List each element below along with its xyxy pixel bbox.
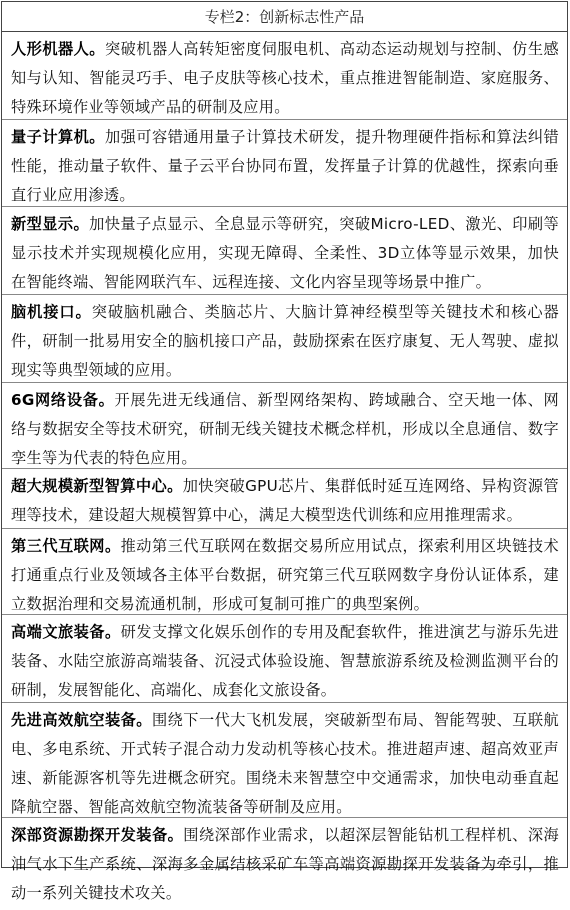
item-text: 突破脑机融合、类脑芯片、大脑计算神经模型等关键技术和核心器件，研制一批易用安全的脑机接口产品，鼓励探索在医疗康复、无人驾驶、虚拟现实等典型领域的应用。 [11, 303, 560, 379]
item-new-display [2, 207, 567, 295]
item-title: 超大规模新型智算中心。 [11, 477, 183, 495]
item-title: 新型显示。 [11, 215, 90, 233]
item-text: 围绕下一代大飞机发展，突破新型布局、智能驾驶、互联航电、多电系统、开式转子混合动力发动机等核心技术。推进超声速、超高效亚声速、新能源客机等先进概念研究。围绕未来智慧空中交通需求，加快电动垂直起降航空器、智能高效航空物流装备等研制及应用。 [11, 711, 559, 816]
item-text: 突破机器人高转矩密度伺服电机、高动态运动规划与控制、仿生感知与认知、智能灵巧手、电子皮肤等核心技术，重点推进智能制造、家庭服务、特殊环境作业等领域产品的研制及应用。 [11, 40, 559, 116]
item-6g-network [2, 383, 567, 469]
item-text: 推动第三代互联网在数据交易所应用试点，探索利用区块链技术打通重点行业及领域各主体平台数据，研究第三代互联网数字身份认证体系，建立数据治理和交易流通机制，形成可复制可推广的典型案例。 [11, 537, 559, 613]
item-text: 加强可容错通用量子计算技术研发，提升物理硬件指标和算法纠错性能，推动量子软件、量子云平台协同布置，发挥量子计算的优越性，探索向垂直行业应用渗透。 [11, 128, 559, 204]
column-header: 专栏2：创新标志性产品 [2, 2, 567, 32]
item-humanoid-robot [2, 32, 567, 120]
item-aviation-equipment [2, 703, 567, 818]
item-intelligent-computing-center [2, 469, 567, 529]
item-text: 围绕深部作业需求，以超深层智能钻机工程样机、深海油气水下生产系统、深海多金属结核采矿车等高端资源勘探开发装备为牵引，推动一系列关键技术攻关。 [11, 826, 559, 902]
item-title: 深部资源勘探开发装备。 [11, 826, 184, 844]
item-brain-computer-interface [2, 295, 567, 383]
item-text: 加快量子点显示、全息显示等研究，突破Micro-LED、激光、印刷等显示技术并实现规模化应用，实现无障碍、全柔性、3D立体等显示效果，加快在智能终端、智能网联汽车、远程连接、文化内容呈现等场景中推广。 [11, 215, 560, 291]
item-cultural-tourism-equipment [2, 615, 567, 703]
product-column-box [1, 1, 568, 902]
item-title: 人形机器人。 [11, 40, 105, 58]
item-deep-resource-equipment [2, 818, 567, 910]
item-title: 脑机接口。 [11, 303, 92, 321]
item-title: 量子计算机。 [11, 128, 105, 146]
item-third-gen-internet [2, 529, 567, 615]
item-title: 6G网络设备。 [11, 391, 115, 409]
item-title: 高端文旅装备。 [11, 623, 121, 641]
item-title: 第三代互联网。 [11, 537, 121, 555]
item-text: 开展先进无线通信、新型网络架构、跨域融合、空天地一体、网络与数据安全等技术研究，研制无线关键技术概念样机，形成以全息通信、数字孪生等为代表的特色应用。 [11, 391, 559, 467]
item-text: 加快突破GPU芯片、集群低时延互连网络、异构资源管理等技术，建设超大规模智算中心，满足大模型迭代训练和应用推理需求。 [11, 477, 559, 524]
item-text: 研发支撑文化娱乐创作的专用及配套软件，推进演艺与游乐先进装备、水陆空旅游高端装备、沉浸式体验设施、智慧旅游系统及检测监测平台的研制，发展智能化、高端化、成套化文旅设备。 [11, 623, 559, 699]
item-quantum-computer [2, 120, 567, 207]
item-title: 先进高效航空装备。 [11, 711, 152, 729]
